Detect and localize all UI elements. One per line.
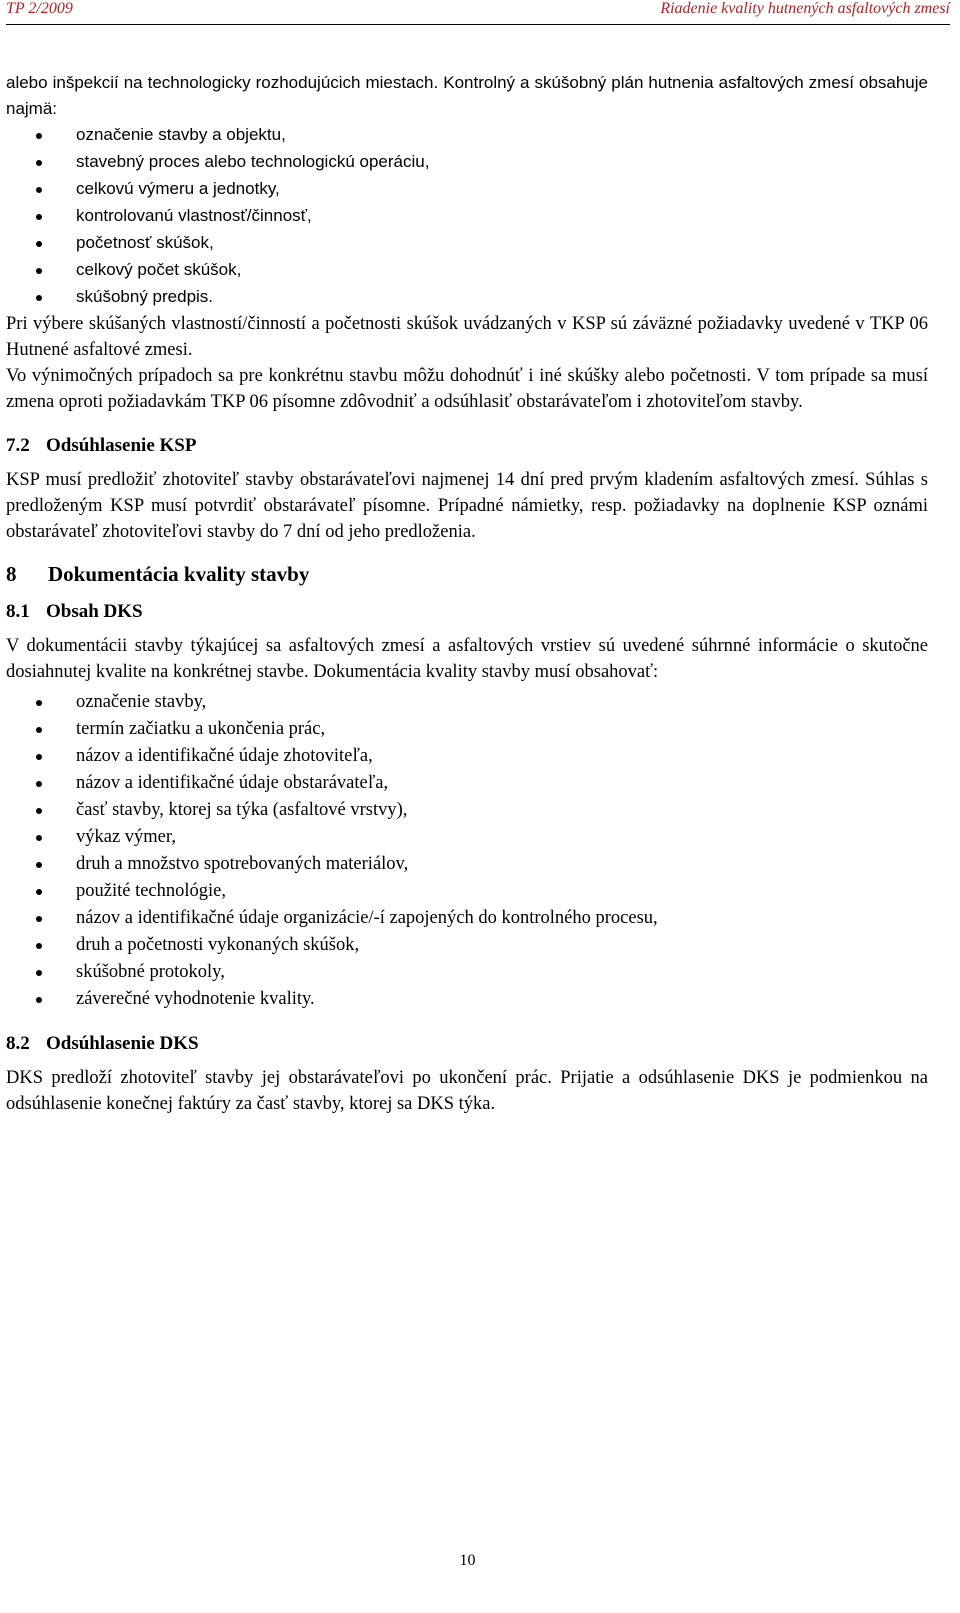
- list-item: názov a identifikačné údaje organizácie/-í zapojených do kontrolného procesu,: [6, 905, 928, 932]
- paragraph-8-1: V dokumentácii stavby týkajúcej sa asfaltových zmesí a asfaltových vrstiev sú uvedené súhrnné informácie o skutočne dosiahnutej kvalite na konkrétnej stavbe. Dokumentácia kvality stavby musí obsahovať:: [6, 636, 928, 682]
- list-item: označenie stavby a objektu,: [6, 122, 928, 149]
- list-item: početnosť skúšok,: [6, 230, 928, 257]
- list-item: skúšobné protokoly,: [6, 959, 928, 986]
- list-item: kontrolovanú vlastnosť/činnosť,: [6, 203, 928, 230]
- list-item: časť stavby, ktorej sa týka (asfaltové vrstvy),: [6, 797, 928, 824]
- paragraph-selection-requirements: Pri výbere skúšaných vlastností/činností a početnosti skúšok uvádzaných v KSP sú záväzné požiadavky uvedené v TKP 06 Hutnené asfaltové zmesi.: [6, 314, 928, 360]
- paragraph-exceptions: Vo výnimočných prípadoch sa pre konkrétnu stavbu môžu dohodnúť i iné skúšky alebo početnosti. V tom prípade sa musí zmena oproti požiadavkám TKP 06 písomne zdôvodniť a odsúhlasiť obstarávateľom i zhotoviteľom stavby.: [6, 366, 928, 412]
- list-item: druh a početnosti vykonaných skúšok,: [6, 932, 928, 959]
- header-doc-title: Riadenie kvality hutnených asfaltových zmesí: [660, 0, 950, 17]
- bullet-icon: [36, 754, 42, 760]
- section-heading-7-2: 7.2 Odsúhlasenie KSP: [6, 435, 197, 456]
- bullet-icon: [36, 133, 42, 139]
- bullet-icon: [36, 970, 42, 976]
- plan-items-list: [6, 122, 928, 311]
- header-doc-code: TP 2/2009: [6, 0, 73, 17]
- section-heading-8: 8 Dokumentácia kvality stavby: [6, 562, 310, 586]
- list-item: použité technológie,: [6, 878, 928, 905]
- section-heading-8-2: 8.2 Odsúhlasenie DKS: [6, 1033, 199, 1054]
- running-header: [6, 0, 950, 25]
- bullet-icon: [36, 916, 42, 922]
- paragraph-8-2: DKS predloží zhotoviteľ stavby jej obstarávateľovi po ukončení prác. Prijatie a odsúhlasenie DKS je podmienkou na odsúhlasenie konečnej faktúry za časť stavby, ktorej sa DKS týka.: [6, 1068, 928, 1114]
- bullet-icon: [36, 295, 42, 301]
- bullet-icon: [36, 700, 42, 706]
- list-item: stavebný proces alebo technologickú operáciu,: [6, 149, 928, 176]
- list-item: skúšobný predpis.: [6, 284, 928, 311]
- bullet-icon: [36, 889, 42, 895]
- list-item: záverečné vyhodnotenie kvality.: [6, 986, 928, 1013]
- bullet-icon: [36, 268, 42, 274]
- bullet-icon: [36, 997, 42, 1003]
- bullet-icon: [36, 943, 42, 949]
- bullet-icon: [36, 862, 42, 868]
- list-item: názov a identifikačné údaje obstarávateľa,: [6, 770, 928, 797]
- bullet-icon: [36, 808, 42, 814]
- page-number: 10: [459, 1552, 476, 1569]
- bullet-icon: [36, 214, 42, 220]
- bullet-icon: [36, 241, 42, 247]
- bullet-icon: [36, 160, 42, 166]
- dks-items-list: [6, 689, 928, 1013]
- list-item: termín začiatku a ukončenia prác,: [6, 716, 928, 743]
- bullet-icon: [36, 187, 42, 193]
- list-item: celkový počet skúšok,: [6, 257, 928, 284]
- section-heading-8-1: 8.1 Obsah DKS: [6, 601, 143, 622]
- list-item: druh a množstvo spotrebovaných materiálov,: [6, 851, 928, 878]
- bullet-icon: [36, 727, 42, 733]
- page-content: [6, 70, 928, 1117]
- list-item: názov a identifikačné údaje zhotoviteľa,: [6, 743, 928, 770]
- list-item: výkaz výmer,: [6, 824, 928, 851]
- bullet-icon: [36, 781, 42, 787]
- bullet-icon: [36, 835, 42, 841]
- paragraph-7-2: KSP musí predložiť zhotoviteľ stavby obstarávateľovi najmenej 14 dní pred prvým kladením asfaltových zmesí. Súhlas s predloženým KSP musí potvrdiť obstarávateľ písomne. Prípadné námietky, resp. požiadavky na doplnenie KSP oznámi obstarávateľ zhotoviteľovi stavby do 7 dní od jeho predloženia.: [6, 470, 928, 542]
- list-item: označenie stavby,: [6, 689, 928, 716]
- list-item: celkovú výmeru a jednotky,: [6, 176, 928, 203]
- intro-paragraph: alebo inšpekcií na technologicky rozhodujúcich miestach. Kontrolný a skúšobný plán hutnenia asfaltových zmesí obsahuje najmä:: [6, 73, 928, 118]
